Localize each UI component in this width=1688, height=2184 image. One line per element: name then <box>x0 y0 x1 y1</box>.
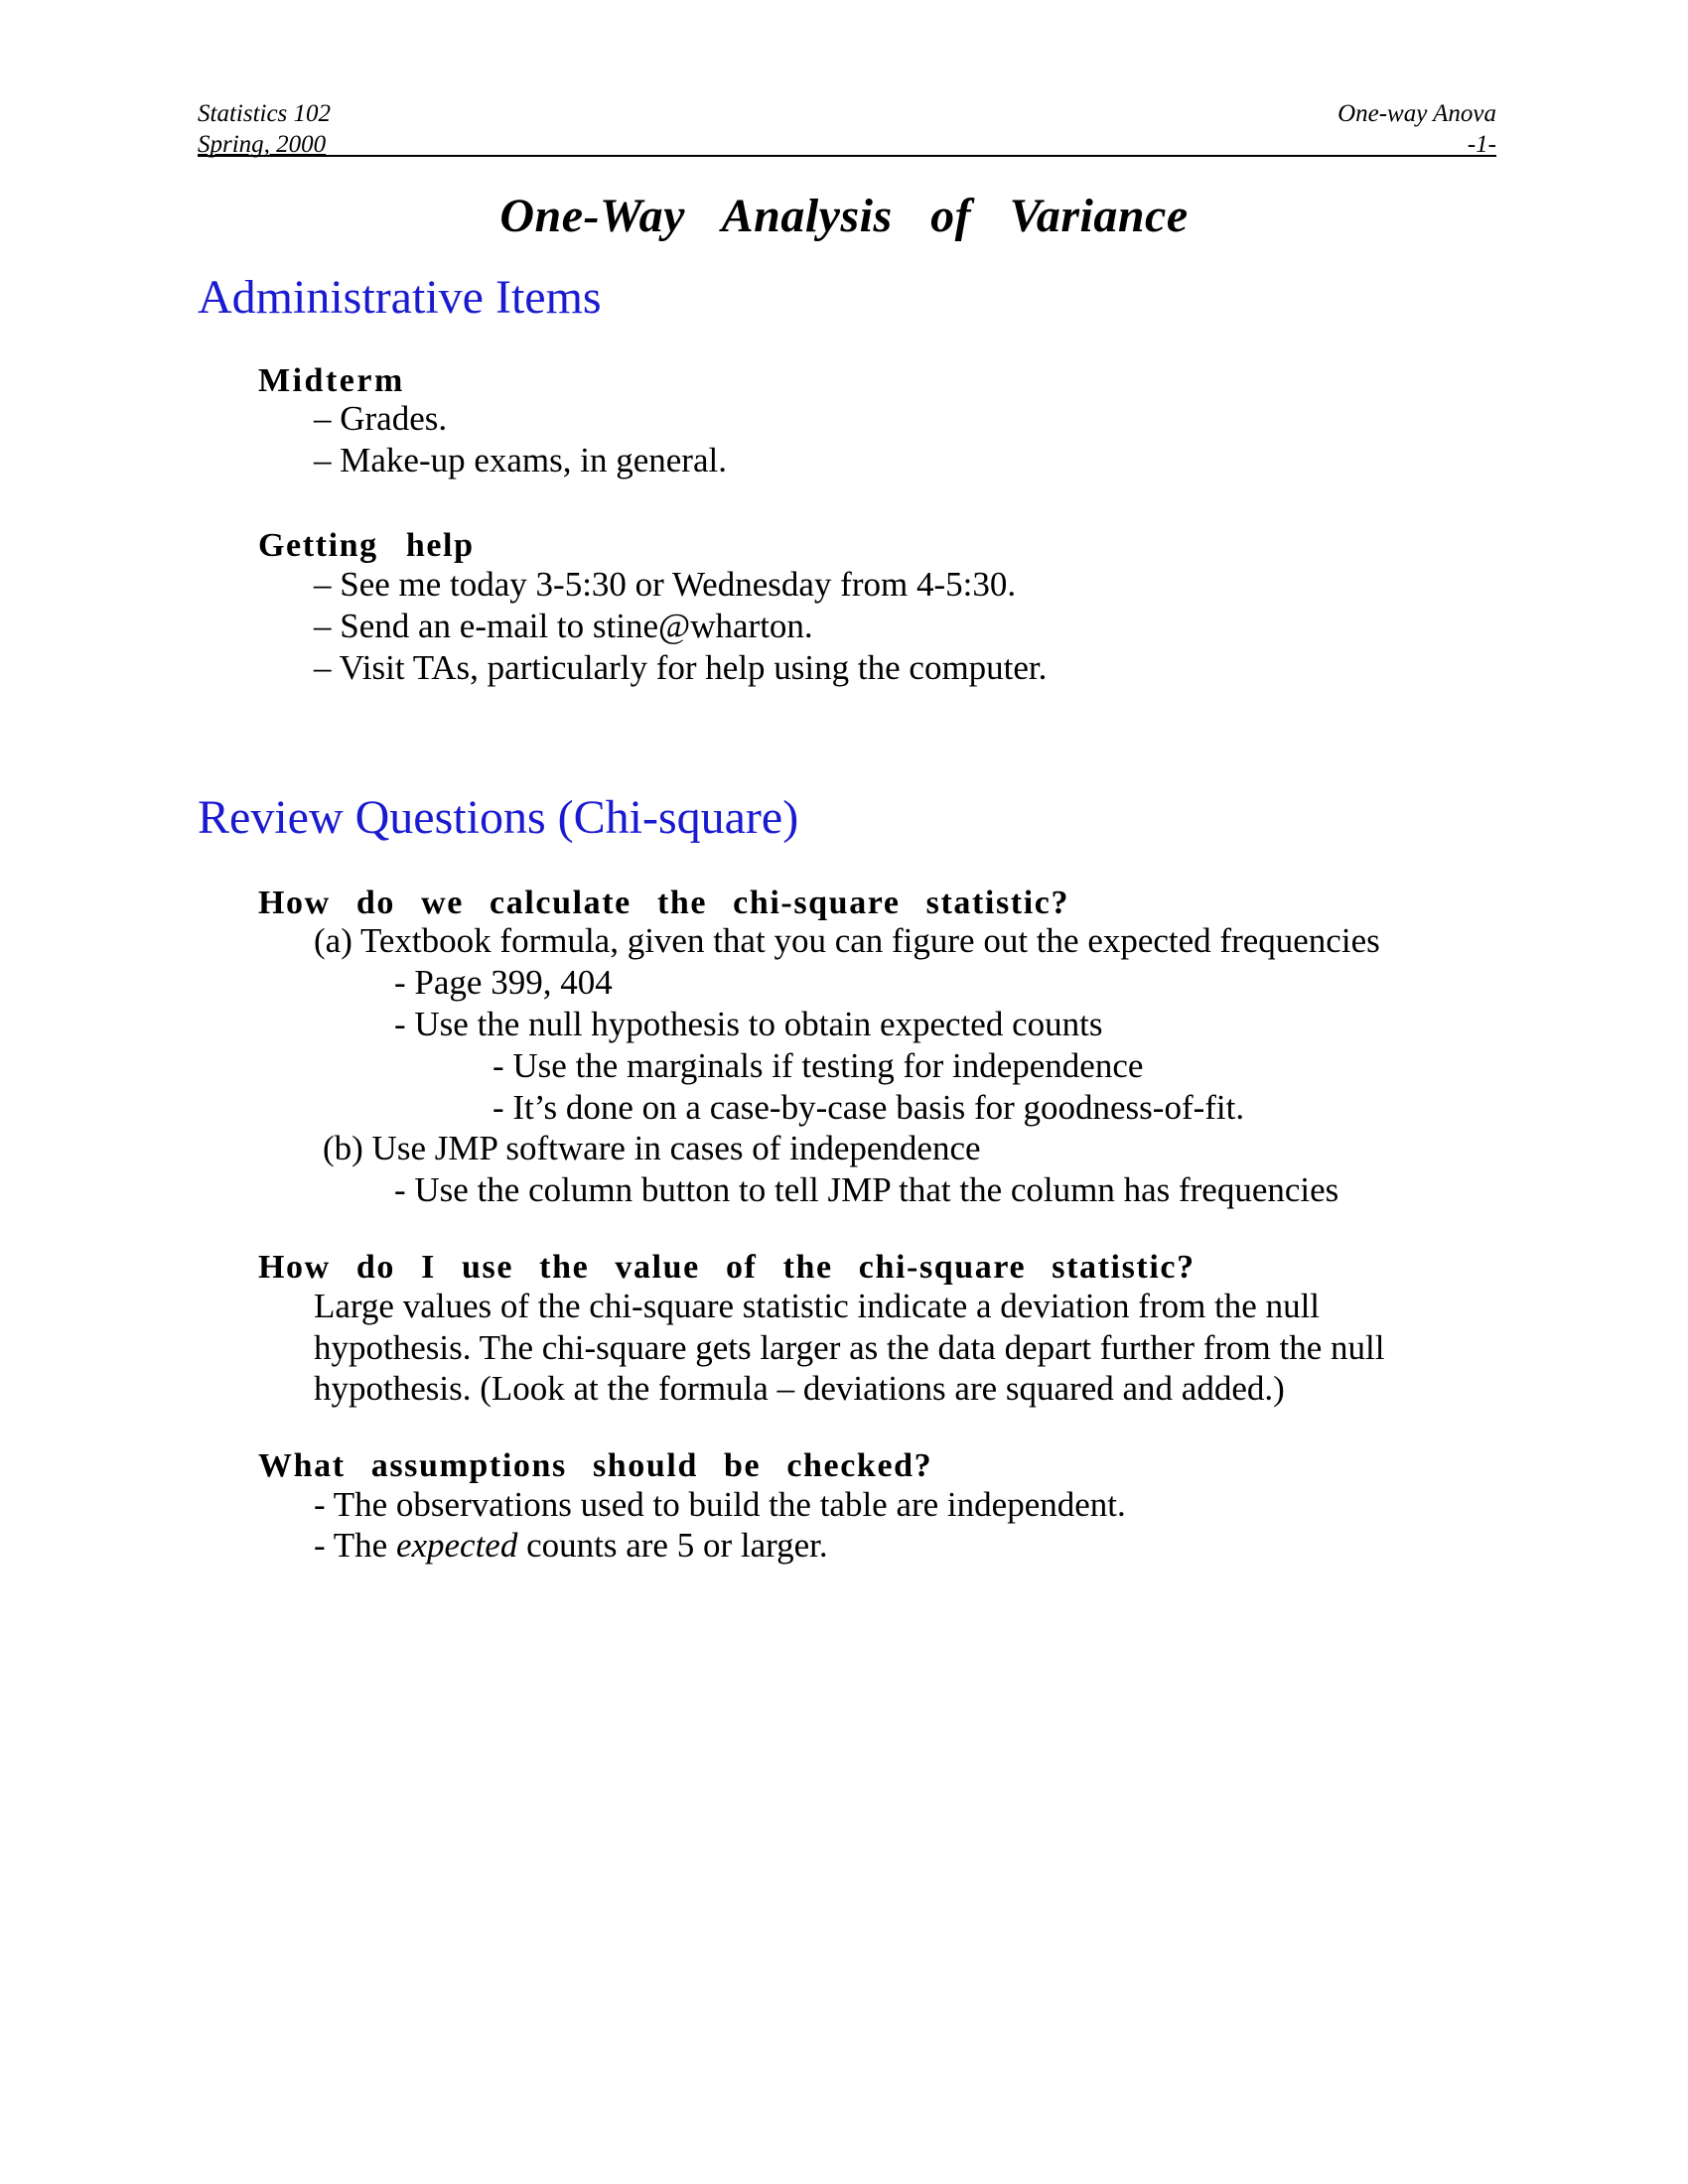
answer-line: hypothesis. (Look at the formula – deviations are squared and added.) <box>314 1369 1285 1408</box>
answer-line: - Use the null hypothesis to obtain expected counts <box>394 1005 1103 1043</box>
section-heading-administrative: Administrative Items <box>198 271 602 324</box>
answer-line: - The observations used to build the table are independent. <box>314 1485 1126 1524</box>
answer-text: counts are 5 or larger. <box>517 1526 828 1565</box>
section-heading-review: Review Questions (Chi-square) <box>198 791 799 844</box>
page-title: One-Way Analysis of Variance <box>499 190 1189 242</box>
answer-line: - It’s done on a case-by-case basis for goodness-of-fit. <box>492 1088 1245 1127</box>
emphasized-text: expected <box>395 1526 518 1565</box>
header-topic: One-way Anova <box>1337 100 1496 127</box>
answer-line: - Use the column button to tell JMP that the column has frequencies <box>394 1170 1339 1209</box>
question-calculate-chi-square: How do we calculate the chi-square statistic? <box>258 885 1070 921</box>
list-item: – Grades. <box>314 399 448 438</box>
header-page-number: -1- <box>1467 131 1496 158</box>
header-term: Spring, 2000 <box>198 131 327 158</box>
list-item: – See me today 3-5:30 or Wednesday from 4-5:30. <box>314 565 1017 604</box>
list-item: – Visit TAs, particularly for help using the computer. <box>314 648 1048 687</box>
answer-line <box>314 1525 828 1567</box>
answer-line: - Use the marginals if testing for independence <box>492 1046 1144 1085</box>
answer-text: - The <box>314 1526 396 1565</box>
answer-line: hypothesis. The chi-square gets larger as the data depart further from the null <box>314 1328 1385 1367</box>
answer-line: (b) Use JMP software in cases of independence <box>323 1129 981 1167</box>
answer-line: - Page 399, 404 <box>394 963 613 1002</box>
question-use-chi-square-value: How do I use the value of the chi-square statistic? <box>258 1249 1196 1286</box>
subheading-midterm: Midterm <box>258 362 405 399</box>
header-rule <box>198 155 1496 157</box>
answer-line: Large values of the chi-square statistic indicate a deviation from the null <box>314 1287 1321 1325</box>
header-course: Statistics 102 <box>198 100 332 127</box>
answer-line: (a) Textbook formula, given that you can figure out the expected frequencies <box>314 921 1380 960</box>
question-assumptions: What assumptions should be checked? <box>258 1447 933 1484</box>
list-item: – Make-up exams, in general. <box>314 441 727 479</box>
list-item: – Send an e-mail to stine@wharton. <box>314 607 813 645</box>
subheading-getting-help: Getting help <box>258 527 475 564</box>
